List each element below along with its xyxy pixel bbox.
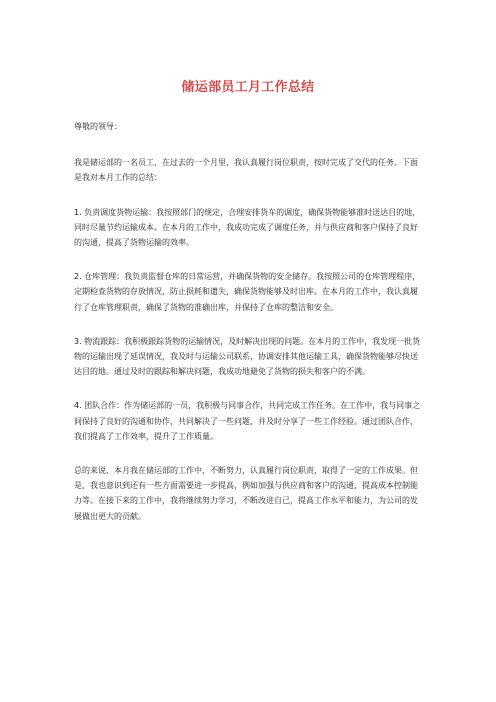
document-title: 储运部员工月工作总结 (181, 80, 315, 95)
paragraph-intro: 我是储运部的一名员工，在过去的一个月里，我认真履行岗位职责，按时完成了交代的任务。下面是我对本月工作的总结： (74, 158, 418, 183)
paragraph-teamwork: 4. 团队合作：作为储运部的一员，我积极与同事合作，共同完成工作任务。在工作中，我与同事之间保持了良好的沟通和协作，共同解决了一些问题，并及时分享了一些工作经验。通过团队合作，我们提高了工作效率，提升了工作质量。 (74, 401, 421, 441)
paragraph-transport-dispatch: 1. 负责调度货物运输：我按照部门的规定，合理安排货车的调度，确保货物能够准时送达目的地，同时尽量节约运输成本。在本月的工作中，我成功完成了调度任务，并与供应商和客户保持了良好的沟通，提高了货物运输的效率。 (74, 207, 421, 248)
paragraph-summary: 总的来说，本月我在储运部的工作中，不断努力，认真履行岗位职责，取得了一定的工作成果。但是，我也意识到还有一些方面需要进一步提高，例如加强与供应商和客户的沟通，提高成本控制能力等。在接下来的工作中，我将继续努力学习，不断改进自己，提高工作水平和能力，为公司的发展做出更大的贡献。 (74, 466, 418, 521)
greeting: 尊敬的领导： (74, 122, 122, 131)
paragraph-warehouse-management: 2. 仓库管理：我负责监督仓库的日常运营，并确保货物的安全储存。我按照公司的仓库管理程序，定期检查货物的存放情况，防止损耗和遗失，确保货物能够及时出库。在本月的工作中，我认真履行了仓库管理职责，确保了货物的准确出库，并保持了仓库的整洁和安全。 (74, 272, 421, 312)
paragraph-logistics-tracking: 3. 物流跟踪：我积极跟踪货物的运输情况，及时解决出现的问题。在本月的工作中，我发现一批货物的运输出现了延误情况，我及时与运输公司联系，协调安排其他运输工具，确保货物能够尽快送达目的地。通过及时的跟踪和解决问题，我成功地避免了货物的损失和客户的不满。 (74, 336, 421, 377)
